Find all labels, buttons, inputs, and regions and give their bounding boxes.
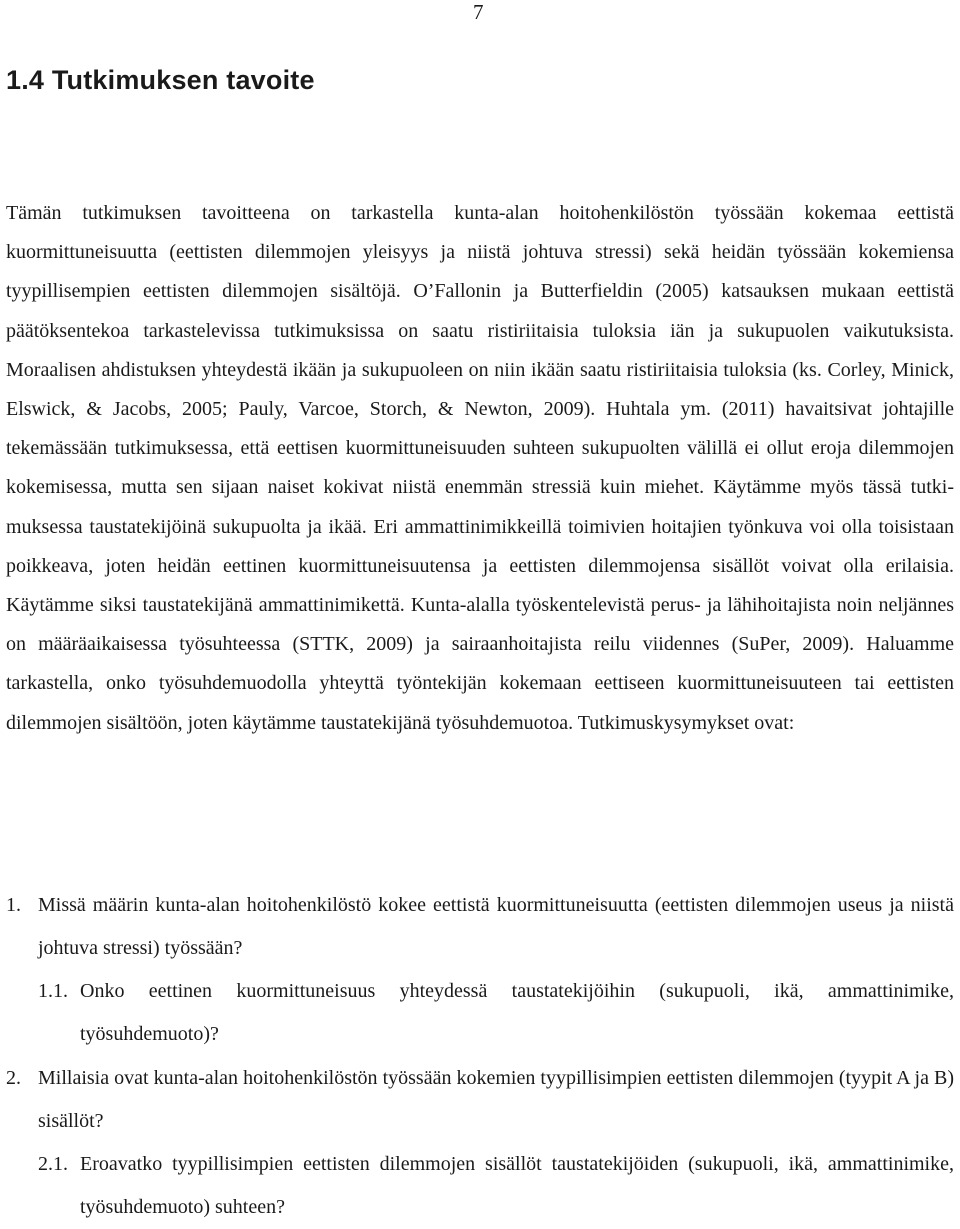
question-text: Missä määrin kunta-alan hoitohenkilöstö kokee eettistä kuormittuneisuutta (eettisten dilemmojen useus ja niistä johtuva stressi) työssään?: [38, 894, 954, 959]
question-number: 2.1.: [38, 1153, 68, 1175]
question-number: 2.: [6, 1067, 21, 1089]
research-question-2-1: [6, 1143, 954, 1229]
page-number: 7: [473, 0, 484, 24]
section-heading: 1.4 Tutkimuksen tavoite: [6, 65, 315, 95]
question-number: 1.1.: [38, 980, 68, 1002]
question-text: Millaisia ovat kunta-alan hoitohenkilöstön työssään kokemien tyypillisimpien eettisten dilemmojen (tyypit A ja B) sisällöt?: [38, 1067, 954, 1132]
question-text: Eroavatko tyypillisimpien eettisten dilemmojen sisällöt taustatekijöiden (sukupuoli, ikä, ammattinimike, työsuhdemuoto) suhteen?: [80, 1153, 954, 1218]
question-text: Onko eettinen kuormittuneisuus yhteydessä taustatekijöihin (sukupuoli, ikä, ammattinimike, työsuhdemuoto)?: [80, 980, 954, 1045]
research-question-1: [6, 884, 954, 970]
research-questions-list: [6, 884, 954, 1229]
research-question-1-1: [6, 970, 954, 1056]
body-paragraph: Tämän tutkimuksen tavoitteena on tarkastella kunta-alan hoitohenkilöstön työssään kokemaa eettistä kuormittuneisuutta (eettisten dilemmojen yleisyys ja niistä johtuva stressi) sekä heidän työssään kokemiensa tyypillisempien eettisten dilemmojen sisältöjä. O’Fallonin ja Butterfieldin (2005) katsauksen mukaan eettistä päätöksentekoa tarkastelevissa tutkimuksissa on saatu ristiriitaisia tuloksia iän ja sukupuolen vaikutuksista. Moraalisen ahdistuksen yhteydestä ikään ja sukupuoleen on niin ikään saatu ristiriitaisia tuloksia (ks. Corley, Minick, Elswick, & Jacobs, 2005; Pauly, Varcoe, Storch, & Newton, 2009). Huhtala ym. (2011) havaitsivat johtajille tekemässään tutkimuksessa, että eettisen kuormittuneisuuden suhteen sukupuolten välillä ei ollut eroja dilemmojen kokemisessa, mutta sen sijaan naiset kokivat niistä enemmän stressiä kuin miehet. Käytämme myös tässä tutkimuksessa taustatekijöinä sukupuolta ja ikää. Eri ammattinimikkeillä toimivien hoitajien työnkuva voi olla toisistaan poikkeava, joten heidän eettinen kuormittuneisuutensa ja eettisten dilemmojensa sisällöt voivat olla erilaisia. Käytämme siksi taustatekijänä ammattinimikettä. Kunta-alalla työskentelevistä perus- ja lähihoitajista noin neljännes on määräaikaisessa työsuhteessa (STTK, 2009) ja sairaanhoitajista reilu viidennes (SuPer, 2009). Haluamme tarkastella, onko työsuhdemuodolla yhteyttä työntekijän kokemaan eettiseen kuormittuneisuuteen tai eettisten dilemmojen sisältöön, joten käytämme taustatekijänä työsuhdemuotoa. Tutkimuskysymykset ovat:: [6, 202, 954, 734]
research-question-2: [6, 1057, 954, 1143]
question-number: 1.: [6, 894, 21, 916]
